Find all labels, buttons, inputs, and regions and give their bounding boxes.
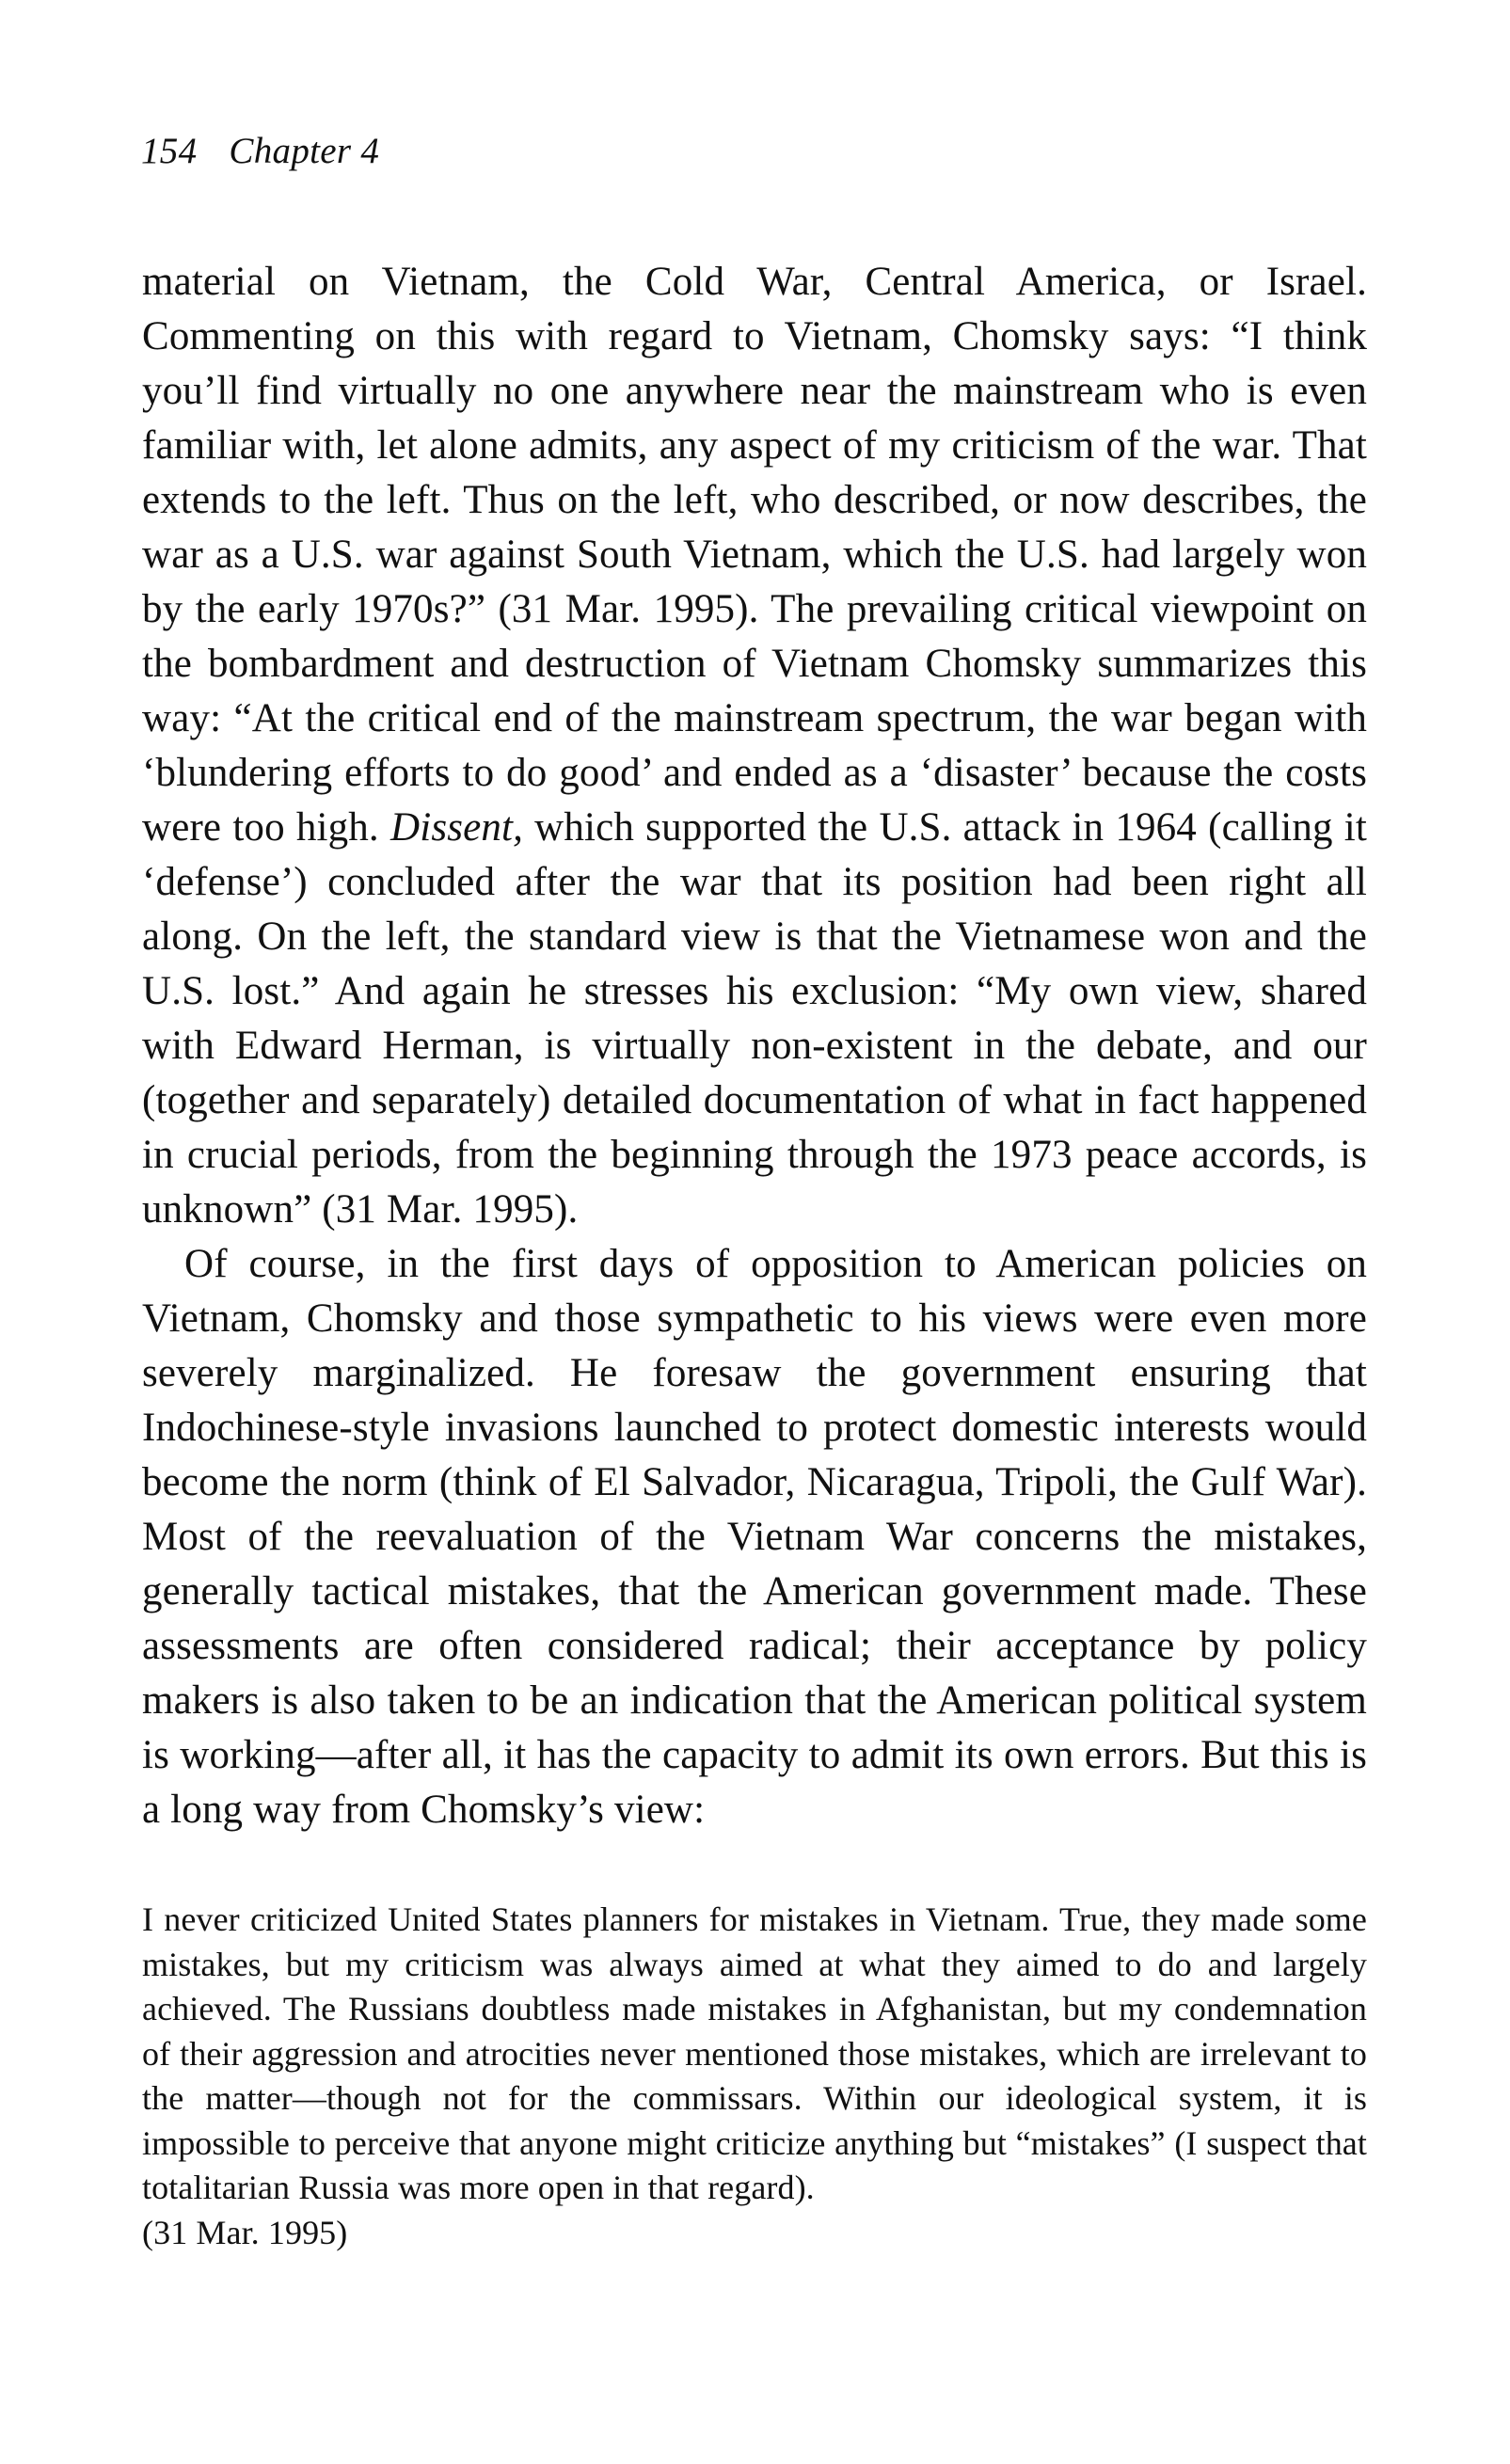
journal-title: Dissent, bbox=[390, 805, 523, 850]
block-quote-paragraph bbox=[142, 1898, 1367, 2255]
block-quote-text: I never criticized United States planners for mistakes in Vietnam. True, they made some mistakes, but my criticism was always aimed at what they aimed to do and largely achieved. The Russians doubtless made mistakes in Afghanistan, but my condemnation of their aggression and atrocities never mentioned those mistakes, which are irrelevant to the matter—though not for the commissars. Within our ideological system, it is impossible to perceive that anyone might criticize anything but “mistakes” (I suspect that totalitarian Russia was more open in that regard). bbox=[142, 1900, 1367, 2206]
chapter-title: Chapter 4 bbox=[229, 131, 380, 171]
paragraph-2: Of course, in the first days of opposition to American policies on Vietnam, Chomsky and those sympathetic to his views were even more severely marginalized. He foresaw the government ensuring that Indochinese-style invasions launched to protect domestic interests would become the norm (think of El Salvador, Nicaragua, Tripoli, the Gulf War). Most of the reevaluation of the Vietnam War concerns the mistakes, generally tactical mistakes, that the American government made. These assessments are often considered radical; their acceptance by policy makers is also taken to be an indication that the American political system is working—after all, it has the capacity to admit its own errors. But this is a long way from Chomsky’s view: bbox=[142, 1242, 1367, 1832]
paragraph-1-text: material on Vietnam, the Cold War, Central America, or Israel. Commenting on this with regard to Vietnam, Chomsky says: “I think you’ll find virtually no one anywhere near the mainstream who is even familiar with, let alone admits, any aspect of my criticism of the war. That extends to the left. Thus on the left, who described, or now describes, the war as a U.S. war against South Vietnam, which the U.S. had largely won by the early 1970s?” (31 Mar. 1995). The prevailing critical viewpoint on the bombardment and destruction of Vietnam Chomsky summarizes this way: “At the critical end of the mainstream spectrum, the war began with ‘blundering efforts to do good’ and ended as a ‘disaster’ because the costs were too high. bbox=[142, 260, 1367, 850]
page-number: 154 bbox=[141, 131, 198, 171]
paragraph-1 bbox=[142, 255, 1367, 1237]
body-text bbox=[142, 255, 1367, 1837]
running-head bbox=[141, 130, 379, 172]
paragraph-1-rest: which supported the U.S. attack in 1964 (calling it ‘defense’) concluded after the war that its position had been right all along. On the left, the standard view is that the Vietnamese won and the U.S. lost.” And again he stresses his exclusion: “My own view, shared with Edward Herman, is virtually non-existent in the debate, and our (together and separately) detailed documentation of what in fact happened in crucial periods, from the beginning through the 1973 peace accords, is unknown” (31 Mar. 1995). bbox=[142, 805, 1368, 1232]
block-quote-citation: (31 Mar. 1995) bbox=[142, 2213, 348, 2251]
block-quote bbox=[142, 1898, 1367, 2255]
